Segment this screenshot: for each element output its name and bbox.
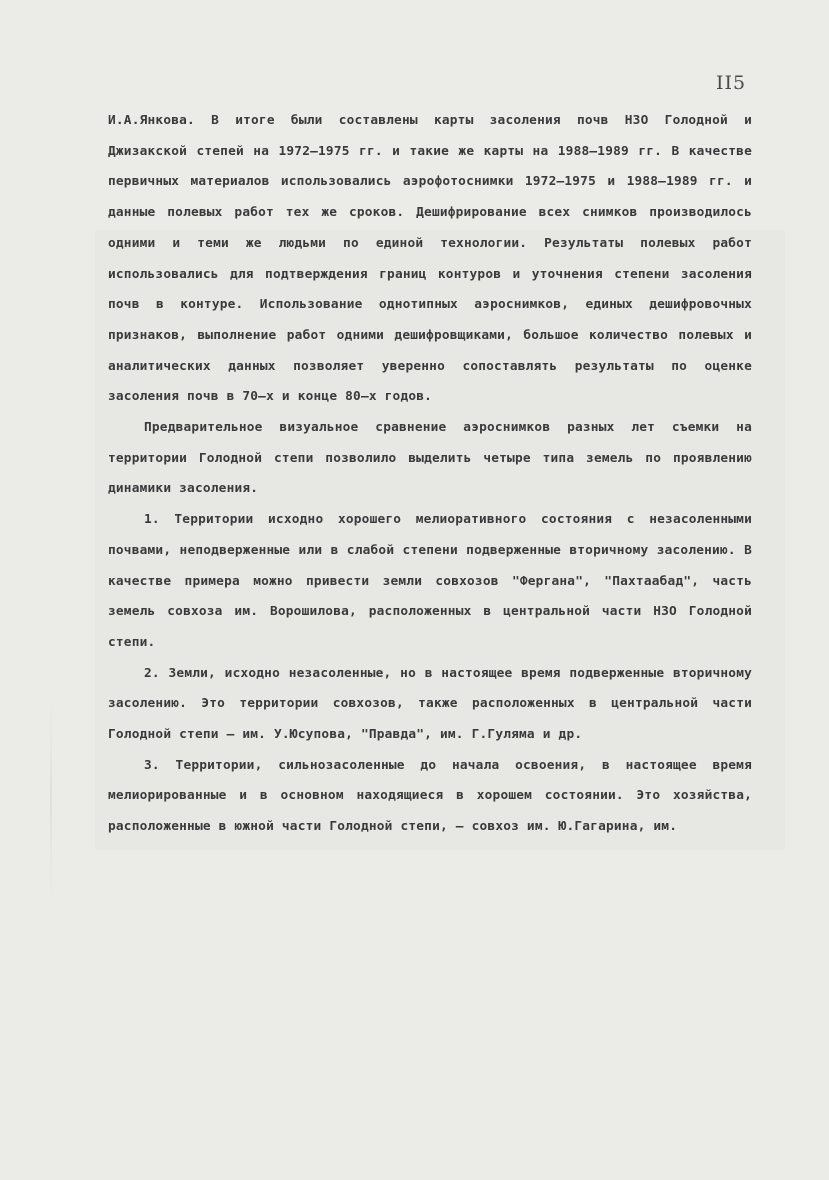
paragraph-4: 2. Земли, исходно незасоленные, но в настоящее время подверженные вторичному засолению. Это территории совхозов, также расположенных в центральной части Голодной степи – им. У.Юсупова, "Правда", им. Г.Гуляма и др. bbox=[108, 665, 752, 743]
paragraph-2: Предварительное визуальное сравнение аэроснимков разных лет съемки на территории Голодной степи позволило выделить четыре типа земель по проявлению динамики засоления. bbox=[108, 420, 752, 497]
paper-fold bbox=[50, 700, 52, 900]
body-text bbox=[108, 106, 752, 843]
paragraph-3: 1. Территории исходно хорошего мелиоративного состояния с незасоленными почвами, неподверженные или в слабой степени подверженные вторичному засолению. В качестве примера можно привести земли совхозов "Фергана", "Пахтаабад", часть земель совхоза им. Ворошилова, расположенных в центральной части НЗО Голодной степи. bbox=[108, 512, 752, 650]
page-number: II5 bbox=[716, 72, 747, 94]
paragraph-5: 3. Территории, сильнозасоленные до начала освоения, в настоящее время мелиорированные и в основном находящиеся в хорошем состоянии. Это хозяйства, расположенные в южной части Голодной степи, – совхоз им. Ю.Гагарина, им. bbox=[108, 757, 752, 835]
paragraph-1: И.А.Янкова. В итоге были составлены карты засоления почв НЗО Голодной и Джизакской степей на 1972–1975 гг. и такие же карты на 1988–1989 гг. В качестве первичных материалов использовались аэрофотоснимки 1972–1975 и 1988–1989 гг. и данные полевых работ тех же сроков. Дешифрирование всех снимков производилось одними и теми же людьми по единой технологии. Результаты полевых работ использовались для подтверждения границ контуров и уточнения степени засоления почв в контуре. Использование однотипных аэроснимков, единых дешифровочных признаков, выполнение работ одними дешифровщиками, большое количество полевых и аналитических данных позволяет уверенно сопоставлять результаты по оценке засоления почв в 70–х и конце 80–х годов. bbox=[108, 113, 752, 405]
